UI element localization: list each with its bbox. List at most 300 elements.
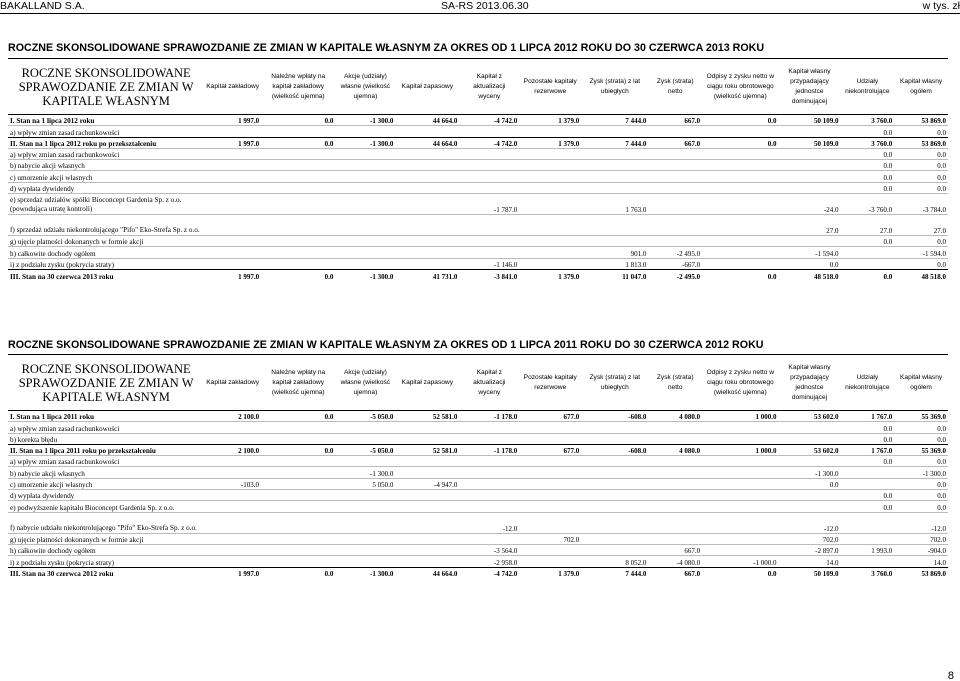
cell-value: -103.0 bbox=[204, 478, 261, 489]
cell-value bbox=[335, 194, 395, 215]
cell-value bbox=[261, 456, 335, 467]
cell-value bbox=[581, 512, 648, 533]
cell-value bbox=[261, 556, 335, 567]
column-header: Kapitał zapasowy bbox=[395, 355, 459, 411]
table-row bbox=[8, 137, 948, 148]
cell-value: -24.0 bbox=[779, 194, 841, 215]
cell-value: -1 594.0 bbox=[779, 247, 841, 258]
column-header: Kapitał z aktualizacji wyceny bbox=[459, 355, 519, 411]
cell-value: 53 869.0 bbox=[894, 567, 948, 578]
cell-value bbox=[459, 215, 519, 236]
cell-value: 52 581.0 bbox=[395, 444, 459, 455]
row-label: II. Stan na 1 lipca 2011 roku po przekształceniu bbox=[8, 444, 204, 455]
cell-value bbox=[648, 490, 702, 501]
table-corner-title: ROCZNE SKONSOLIDOWANE SPRAWOZDANIE ZE ZMIAN W KAPITALE WŁASNYM bbox=[8, 59, 204, 115]
cell-value bbox=[702, 544, 778, 555]
column-header: Pozostałe kapitały rezerwowe bbox=[519, 59, 581, 115]
cell-value bbox=[395, 433, 459, 444]
cell-value: -1 594.0 bbox=[894, 247, 948, 258]
table-row bbox=[8, 567, 948, 578]
cell-value: 0.0 bbox=[261, 411, 335, 422]
statement-1-title: ROCZNE SKONSOLIDOWANE SPRAWOZDANIE ZE ZMIAN W KAPITALE WŁASNYM ZA OKRES OD 1 LIPCA 2012 ROKU DO 30 CZERWCA 2013 ROKU bbox=[8, 42, 765, 54]
cell-value: 55 369.0 bbox=[894, 444, 948, 455]
row-label: II. Stan na 1 lipca 2012 roku po przekształceniu bbox=[8, 137, 204, 148]
cell-value bbox=[519, 182, 581, 193]
cell-value: 0.0 bbox=[840, 148, 894, 159]
cell-value bbox=[395, 501, 459, 512]
cell-value bbox=[519, 215, 581, 236]
cell-value bbox=[702, 215, 778, 236]
column-header: Pozostałe kapitały rezerwowe bbox=[519, 355, 581, 411]
cell-value: -12.0 bbox=[459, 512, 519, 533]
cell-value bbox=[395, 456, 459, 467]
cell-value bbox=[519, 490, 581, 501]
cell-value bbox=[459, 171, 519, 182]
cell-value: -1 000.0 bbox=[702, 556, 778, 567]
cell-value bbox=[459, 182, 519, 193]
cell-value bbox=[459, 236, 519, 247]
cell-value bbox=[581, 544, 648, 555]
cell-value bbox=[779, 171, 841, 182]
cell-value: 53 602.0 bbox=[779, 444, 841, 455]
cell-value bbox=[581, 467, 648, 478]
cell-value: 7 444.0 bbox=[581, 137, 648, 148]
row-label: b) nabycie akcji własnych bbox=[8, 467, 204, 478]
cell-value bbox=[459, 478, 519, 489]
row-label: c) umorzenie akcji własnych bbox=[8, 478, 204, 489]
cell-value bbox=[335, 182, 395, 193]
cell-value bbox=[335, 533, 395, 544]
cell-value: 0.0 bbox=[840, 171, 894, 182]
cell-value: 1 813.0 bbox=[581, 258, 648, 269]
cell-value bbox=[648, 501, 702, 512]
cell-value bbox=[395, 236, 459, 247]
cell-value bbox=[702, 160, 778, 171]
row-label: III. Stan na 30 czerwca 2012 roku bbox=[8, 567, 204, 578]
cell-value bbox=[702, 182, 778, 193]
cell-value: 0.0 bbox=[894, 422, 948, 433]
cell-value: 0.0 bbox=[894, 490, 948, 501]
cell-value bbox=[204, 194, 261, 215]
row-label: a) wpływ zmian zasad rachunkowości bbox=[8, 456, 204, 467]
cell-value bbox=[459, 148, 519, 159]
cell-value: 3 760.0 bbox=[840, 567, 894, 578]
cell-value bbox=[335, 490, 395, 501]
cell-value: 0.0 bbox=[840, 269, 894, 280]
column-header: Kapitał własny ogółem bbox=[894, 59, 948, 115]
cell-value bbox=[459, 160, 519, 171]
cell-value bbox=[335, 422, 395, 433]
equity-table-2012 bbox=[8, 354, 948, 578]
column-header: Zysk (strata) netto bbox=[648, 59, 702, 115]
cell-value bbox=[335, 512, 395, 533]
table-row bbox=[8, 148, 948, 159]
cell-value: 1 379.0 bbox=[519, 137, 581, 148]
row-label: h) całkowite dochody ogółem bbox=[8, 544, 204, 555]
cell-value bbox=[261, 182, 335, 193]
cell-value bbox=[261, 160, 335, 171]
cell-value: -1 300.0 bbox=[335, 137, 395, 148]
cell-value bbox=[581, 478, 648, 489]
cell-value bbox=[204, 171, 261, 182]
cell-value: 1 997.0 bbox=[204, 269, 261, 280]
cell-value bbox=[519, 456, 581, 467]
cell-value: 1 763.0 bbox=[581, 194, 648, 215]
column-header: Zysk (strata) z lat ubiegłych bbox=[581, 59, 648, 115]
cell-value: 0.0 bbox=[840, 236, 894, 247]
cell-value: 0.0 bbox=[894, 478, 948, 489]
cell-value bbox=[779, 126, 841, 137]
cell-value: 677.0 bbox=[519, 411, 581, 422]
cell-value bbox=[261, 236, 335, 247]
row-label: b) nabycie akcji własnych bbox=[8, 160, 204, 171]
cell-value: 0.0 bbox=[840, 456, 894, 467]
cell-value bbox=[702, 456, 778, 467]
cell-value: 0.0 bbox=[840, 501, 894, 512]
cell-value: -608.0 bbox=[581, 444, 648, 455]
cell-value bbox=[702, 467, 778, 478]
cell-value bbox=[581, 126, 648, 137]
cell-value: 901.0 bbox=[581, 247, 648, 258]
cell-value bbox=[581, 490, 648, 501]
cell-value bbox=[840, 258, 894, 269]
cell-value bbox=[702, 258, 778, 269]
cell-value: 0.0 bbox=[894, 171, 948, 182]
table-row bbox=[8, 160, 948, 171]
cell-value bbox=[519, 194, 581, 215]
cell-value bbox=[261, 148, 335, 159]
cell-value bbox=[519, 422, 581, 433]
column-header: Kapitał zapasowy bbox=[395, 59, 459, 115]
cell-value bbox=[204, 456, 261, 467]
column-header: Kapitał własny przypadający jednostce dominującej bbox=[779, 59, 841, 115]
row-label: g) ujęcie płatności dokonanych w formie akcji bbox=[8, 236, 204, 247]
column-header: Akcje (udziały) własne (wielkość ujemna) bbox=[335, 59, 395, 115]
cell-value bbox=[204, 182, 261, 193]
cell-value bbox=[519, 258, 581, 269]
cell-value: 55 369.0 bbox=[894, 411, 948, 422]
cell-value bbox=[648, 433, 702, 444]
cell-value bbox=[702, 236, 778, 247]
table-row bbox=[8, 269, 948, 280]
cell-value: 52 581.0 bbox=[395, 411, 459, 422]
row-label: i) z podziału zysku (pokrycia straty) bbox=[8, 258, 204, 269]
cell-value: 0.0 bbox=[894, 501, 948, 512]
cell-value bbox=[648, 126, 702, 137]
cell-value bbox=[335, 126, 395, 137]
cell-value: -904.0 bbox=[894, 544, 948, 555]
cell-value bbox=[204, 160, 261, 171]
cell-value: 4 080.0 bbox=[648, 411, 702, 422]
cell-value: -1 178.0 bbox=[459, 411, 519, 422]
cell-value bbox=[519, 512, 581, 533]
cell-value: 0.0 bbox=[702, 567, 778, 578]
cell-value bbox=[395, 258, 459, 269]
cell-value bbox=[779, 490, 841, 501]
cell-value: 1 993.0 bbox=[840, 544, 894, 555]
cell-value bbox=[395, 215, 459, 236]
cell-value: 44 664.0 bbox=[395, 115, 459, 126]
cell-value bbox=[261, 533, 335, 544]
cell-value bbox=[581, 422, 648, 433]
cell-value: 1 997.0 bbox=[204, 567, 261, 578]
cell-value bbox=[395, 148, 459, 159]
cell-value bbox=[335, 544, 395, 555]
cell-value bbox=[519, 148, 581, 159]
cell-value bbox=[261, 490, 335, 501]
table-row bbox=[8, 467, 948, 478]
cell-value: -5 050.0 bbox=[335, 444, 395, 455]
cell-value: -667.0 bbox=[648, 258, 702, 269]
currency-unit: w tys. zł bbox=[922, 0, 960, 12]
cell-value bbox=[459, 501, 519, 512]
row-label: I. Stan na 1 lipca 2011 roku bbox=[8, 411, 204, 422]
cell-value: 0.0 bbox=[261, 567, 335, 578]
cell-value bbox=[261, 258, 335, 269]
cell-value: 0.0 bbox=[840, 182, 894, 193]
cell-value bbox=[204, 258, 261, 269]
cell-value: 1 767.0 bbox=[840, 444, 894, 455]
cell-value: 5 050.0 bbox=[335, 478, 395, 489]
cell-value bbox=[702, 501, 778, 512]
table-row bbox=[8, 433, 948, 444]
cell-value: 0.0 bbox=[840, 422, 894, 433]
cell-value: -4 742.0 bbox=[459, 567, 519, 578]
cell-value: -1 300.0 bbox=[779, 467, 841, 478]
cell-value bbox=[840, 556, 894, 567]
cell-value bbox=[519, 556, 581, 567]
cell-value: 14.0 bbox=[779, 556, 841, 567]
page-number: 8 bbox=[947, 670, 954, 681]
cell-value: -1 146.0 bbox=[459, 258, 519, 269]
cell-value: -608.0 bbox=[581, 411, 648, 422]
cell-value bbox=[519, 236, 581, 247]
cell-value bbox=[519, 501, 581, 512]
cell-value bbox=[581, 501, 648, 512]
cell-value bbox=[261, 544, 335, 555]
cell-value: -4 080.0 bbox=[648, 556, 702, 567]
cell-value: 27.0 bbox=[894, 215, 948, 236]
cell-value bbox=[261, 512, 335, 533]
cell-value bbox=[261, 247, 335, 258]
cell-value: 3 760.0 bbox=[840, 137, 894, 148]
row-label: i) z podziału zysku (pokrycia straty) bbox=[8, 556, 204, 567]
table-row bbox=[8, 490, 948, 501]
cell-value bbox=[702, 247, 778, 258]
cell-value bbox=[335, 501, 395, 512]
cell-value: 0.0 bbox=[894, 148, 948, 159]
cell-value bbox=[702, 478, 778, 489]
cell-value: 50 109.0 bbox=[779, 115, 841, 126]
cell-value bbox=[581, 171, 648, 182]
cell-value: 667.0 bbox=[648, 115, 702, 126]
cell-value: -2 495.0 bbox=[648, 269, 702, 280]
cell-value: -3 841.0 bbox=[459, 269, 519, 280]
cell-value bbox=[204, 556, 261, 567]
column-header: Zysk (strata) z lat ubiegłych bbox=[581, 355, 648, 411]
cell-value bbox=[779, 456, 841, 467]
cell-value bbox=[204, 544, 261, 555]
cell-value: 41 731.0 bbox=[395, 269, 459, 280]
cell-value: -1 300.0 bbox=[335, 567, 395, 578]
report-code: SA-RS 2013.06.30 bbox=[441, 0, 529, 12]
cell-value: 27.0 bbox=[840, 215, 894, 236]
cell-value: 0.0 bbox=[840, 160, 894, 171]
table-row bbox=[8, 115, 948, 126]
cell-value bbox=[395, 512, 459, 533]
table-row bbox=[8, 456, 948, 467]
cell-value: -1 300.0 bbox=[335, 115, 395, 126]
cell-value bbox=[648, 467, 702, 478]
cell-value bbox=[648, 533, 702, 544]
cell-value: 2 100.0 bbox=[204, 411, 261, 422]
cell-value bbox=[519, 126, 581, 137]
cell-value bbox=[395, 422, 459, 433]
cell-value bbox=[335, 236, 395, 247]
cell-value bbox=[459, 247, 519, 258]
cell-value bbox=[702, 194, 778, 215]
cell-value bbox=[261, 422, 335, 433]
cell-value bbox=[519, 160, 581, 171]
cell-value: 0.0 bbox=[840, 433, 894, 444]
cell-value bbox=[581, 148, 648, 159]
cell-value bbox=[261, 433, 335, 444]
column-header: Akcje (udziały) własne (wielkość ujemna) bbox=[335, 355, 395, 411]
cell-value bbox=[648, 194, 702, 215]
cell-value: 2 100.0 bbox=[204, 444, 261, 455]
cell-value bbox=[779, 148, 841, 159]
cell-value bbox=[204, 236, 261, 247]
cell-value: 1 997.0 bbox=[204, 115, 261, 126]
cell-value bbox=[261, 126, 335, 137]
row-label: e) sprzedaż udziałów spółki Bioconcept Gardenia Sp. z o.o. (powodująca utratę kontroli) bbox=[8, 194, 204, 215]
table-row bbox=[8, 422, 948, 433]
row-label: b) korekta błędu bbox=[8, 433, 204, 444]
column-header: Zysk (strata) netto bbox=[648, 355, 702, 411]
cell-value bbox=[840, 512, 894, 533]
cell-value: 53 602.0 bbox=[779, 411, 841, 422]
cell-value bbox=[395, 544, 459, 555]
cell-value: 0.0 bbox=[702, 269, 778, 280]
cell-value: 702.0 bbox=[779, 533, 841, 544]
cell-value bbox=[648, 160, 702, 171]
cell-value bbox=[648, 182, 702, 193]
page-header bbox=[0, 0, 960, 12]
cell-value bbox=[581, 160, 648, 171]
cell-value: 702.0 bbox=[519, 533, 581, 544]
cell-value bbox=[204, 247, 261, 258]
cell-value bbox=[395, 126, 459, 137]
cell-value: -3 784.0 bbox=[894, 194, 948, 215]
cell-value: 0.0 bbox=[261, 115, 335, 126]
cell-value: -3 760.0 bbox=[840, 194, 894, 215]
cell-value: 1 379.0 bbox=[519, 269, 581, 280]
column-header: Kapitał własny przypadający jednostce dominującej bbox=[779, 355, 841, 411]
cell-value bbox=[335, 215, 395, 236]
cell-value bbox=[702, 148, 778, 159]
cell-value bbox=[335, 258, 395, 269]
table-row bbox=[8, 126, 948, 137]
cell-value bbox=[702, 512, 778, 533]
cell-value bbox=[648, 171, 702, 182]
row-label: III. Stan na 30 czerwca 2013 roku bbox=[8, 269, 204, 280]
cell-value: 3 760.0 bbox=[840, 115, 894, 126]
cell-value: -2 495.0 bbox=[648, 247, 702, 258]
cell-value bbox=[459, 533, 519, 544]
cell-value: 44 664.0 bbox=[395, 137, 459, 148]
cell-value bbox=[204, 512, 261, 533]
cell-value bbox=[648, 456, 702, 467]
cell-value bbox=[519, 478, 581, 489]
cell-value: 667.0 bbox=[648, 137, 702, 148]
table-row bbox=[8, 501, 948, 512]
row-label: d) wypłata dywidendy bbox=[8, 182, 204, 193]
table-row bbox=[8, 533, 948, 544]
cell-value: 0.0 bbox=[779, 258, 841, 269]
column-header: Odpisy z zysku netto w ciągu roku obrotowego (wielkość ujemna) bbox=[702, 355, 778, 411]
cell-value bbox=[648, 512, 702, 533]
cell-value: 0.0 bbox=[894, 236, 948, 247]
cell-value bbox=[395, 171, 459, 182]
cell-value bbox=[519, 171, 581, 182]
cell-value bbox=[335, 247, 395, 258]
cell-value: 0.0 bbox=[840, 490, 894, 501]
cell-value bbox=[840, 467, 894, 478]
cell-value bbox=[648, 422, 702, 433]
cell-value bbox=[204, 433, 261, 444]
cell-value: -4 742.0 bbox=[459, 137, 519, 148]
table-row bbox=[8, 258, 948, 269]
column-header: Kapitał zakładowy bbox=[204, 355, 261, 411]
cell-value bbox=[204, 533, 261, 544]
cell-value bbox=[581, 533, 648, 544]
table-row bbox=[8, 247, 948, 258]
cell-value: 0.0 bbox=[894, 258, 948, 269]
table-row bbox=[8, 171, 948, 182]
cell-value: 0.0 bbox=[702, 115, 778, 126]
cell-value: 667.0 bbox=[648, 567, 702, 578]
cell-value: 44 664.0 bbox=[395, 567, 459, 578]
row-label: h) całkowite dochody ogółem bbox=[8, 247, 204, 258]
row-label: a) wpływ zmian zasad rachunkowości bbox=[8, 148, 204, 159]
cell-value bbox=[395, 490, 459, 501]
table-row bbox=[8, 556, 948, 567]
row-label: a) wpływ zmian zasad rachunkowości bbox=[8, 422, 204, 433]
cell-value: 0.0 bbox=[261, 269, 335, 280]
cell-value bbox=[648, 215, 702, 236]
cell-value bbox=[204, 126, 261, 137]
cell-value: 50 109.0 bbox=[779, 137, 841, 148]
cell-value: -1 300.0 bbox=[335, 269, 395, 280]
cell-value bbox=[648, 236, 702, 247]
cell-value bbox=[459, 433, 519, 444]
cell-value: 0.0 bbox=[894, 433, 948, 444]
cell-value bbox=[519, 544, 581, 555]
cell-value bbox=[395, 160, 459, 171]
cell-value bbox=[840, 478, 894, 489]
cell-value: 1 997.0 bbox=[204, 137, 261, 148]
cell-value bbox=[459, 456, 519, 467]
cell-value: 7 444.0 bbox=[581, 115, 648, 126]
cell-value: -1 300.0 bbox=[335, 467, 395, 478]
cell-value: 0.0 bbox=[894, 160, 948, 171]
cell-value: 14.0 bbox=[894, 556, 948, 567]
cell-value: 0.0 bbox=[894, 182, 948, 193]
cell-value bbox=[261, 171, 335, 182]
row-label: d) wypłata dywidendy bbox=[8, 490, 204, 501]
column-header: Udziały niekontrolujące bbox=[840, 355, 894, 411]
cell-value: 1 000.0 bbox=[702, 444, 778, 455]
